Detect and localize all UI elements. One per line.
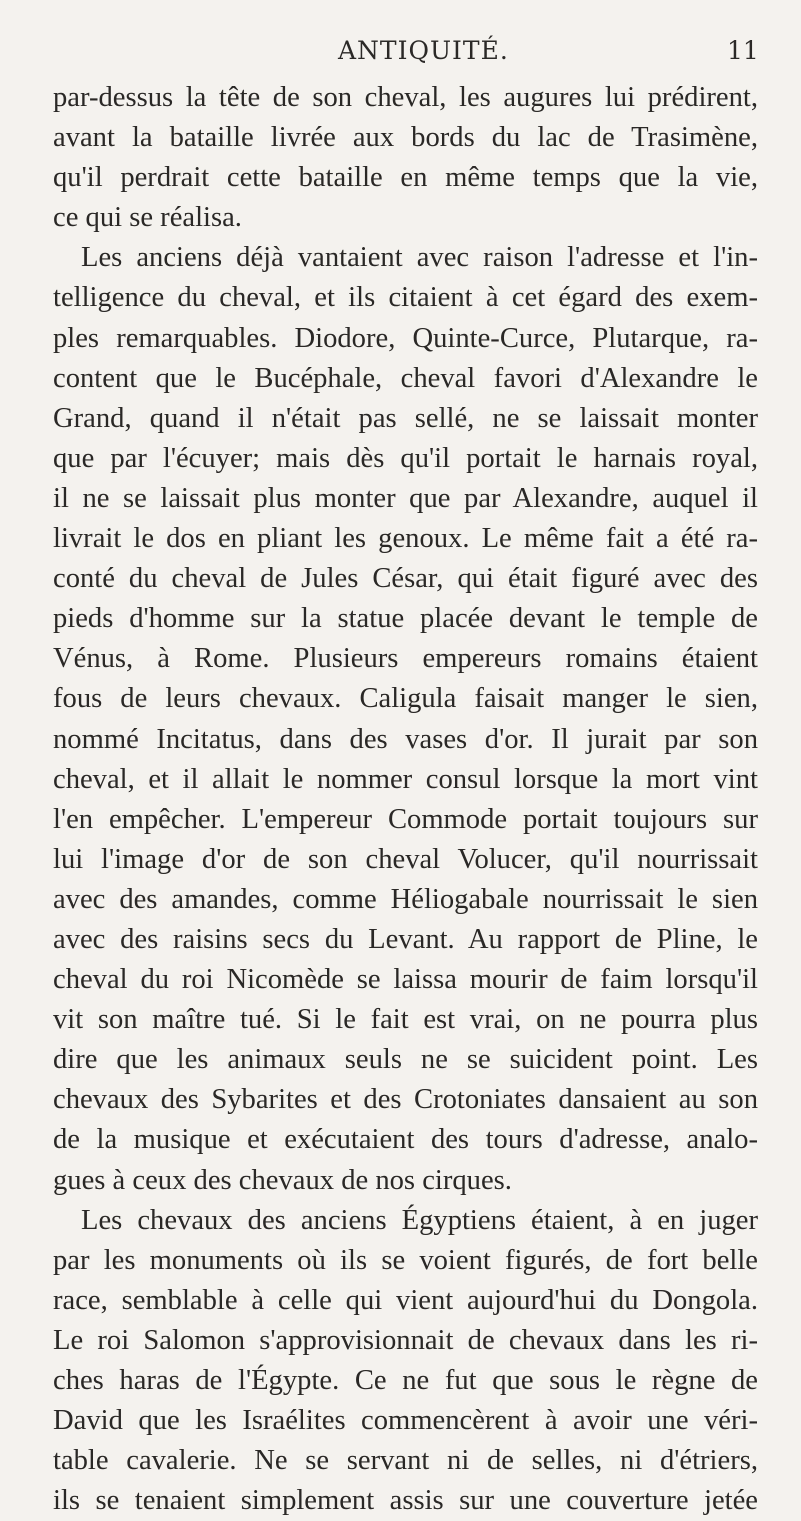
- text-line: dire que les animaux seuls ne se suicident point. Les: [53, 1044, 758, 1076]
- text-line: lui l'image d'or de son cheval Volucer, qu'il nourrissait: [53, 843, 758, 875]
- text-line: chevaux des Sybarites et des Crotoniates dansaient au son: [53, 1084, 758, 1116]
- text-line: David que les Israélites commencèrent à avoir une véri-: [53, 1405, 758, 1437]
- page-number: 11: [727, 36, 759, 65]
- text-line: gues à ceux des chevaux de nos cirques.: [53, 1164, 512, 1196]
- text-line: par-dessus la tête de son cheval, les augures lui prédirent,: [53, 82, 758, 113]
- text-line: de la musique et exécutaient des tours d'adresse, analo-: [53, 1124, 758, 1156]
- text-line: que par l'écuyer; mais dès qu'il portait le harnais royal,: [53, 442, 758, 474]
- text-line: Vénus, à Rome. Plusieurs empereurs romains étaient: [53, 643, 758, 675]
- text-line: l'en empêcher. L'empereur Commode portait toujours sur: [53, 803, 758, 835]
- text-line: Les chevaux des anciens Égyptiens étaient, à en juger: [81, 1204, 758, 1236]
- text-line: qu'il perdrait cette bataille en même temps que la vie,: [53, 162, 758, 194]
- text-line: race, semblable à celle qui vient aujourd'hui du Dongola.: [53, 1284, 758, 1316]
- text-line: livrait le dos en pliant les genoux. Le même fait a été ra-: [53, 523, 758, 555]
- text-line: ils se tenaient simplement assis sur une couverture jetée: [53, 1485, 758, 1517]
- text-line: avec des raisins secs du Levant. Au rapport de Pline, le: [53, 923, 758, 955]
- text-line: ples remarquables. Diodore, Quinte-Curce, Plutarque, ra-: [53, 322, 758, 354]
- text-line: cheval, et il allait le nommer consul lorsque la mort vint: [53, 763, 758, 795]
- text-line: table cavalerie. Ne se servant ni de selles, ni d'étriers,: [53, 1445, 758, 1477]
- text-line: par les monuments où ils se voient figurés, de fort belle: [53, 1244, 758, 1276]
- text-line: ce qui se réalisa.: [53, 202, 242, 234]
- text-line: Le roi Salomon s'approvisionnait de chevaux dans les ri-: [53, 1324, 758, 1356]
- text-line: nommé Incitatus, dans des vases d'or. Il jurait par son: [53, 723, 758, 755]
- text-line: conté du cheval de Jules César, qui était figuré avec des: [53, 563, 758, 595]
- text-line: content que le Bucéphale, cheval favori d'Alexandre le: [53, 362, 758, 394]
- text-line: il ne se laissait plus monter que par Alexandre, auquel il: [53, 482, 758, 514]
- text-line: avant la bataille livrée aux bords du lac de Trasimène,: [53, 122, 758, 154]
- text-line: cheval du roi Nicomède se laissa mourir de faim lorsqu'il: [53, 964, 758, 996]
- running-head: ANTIQUITÉ.: [338, 36, 509, 65]
- text-line: avec des amandes, comme Héliogabale nourrissait le sien: [53, 883, 758, 915]
- text-line: pieds d'homme sur la statue placée devant le temple de: [53, 603, 758, 635]
- text-line: fous de leurs chevaux. Caligula faisait manger le sien,: [53, 683, 758, 715]
- text-line: ches haras de l'Égypte. Ce ne fut que sous le règne de: [53, 1365, 758, 1396]
- text-line: telligence du cheval, et ils citaient à cet égard des exem-: [53, 282, 758, 314]
- text-line: vit son maître tué. Si le fait est vrai, on ne pourra plus: [53, 1004, 758, 1036]
- text-line: Les anciens déjà vantaient avec raison l'adresse et l'in-: [81, 242, 758, 274]
- text-line: Grand, quand il n'était pas sellé, ne se laissait monter: [53, 402, 758, 434]
- body-text: [53, 78, 758, 1521]
- page-header: [0, 36, 801, 76]
